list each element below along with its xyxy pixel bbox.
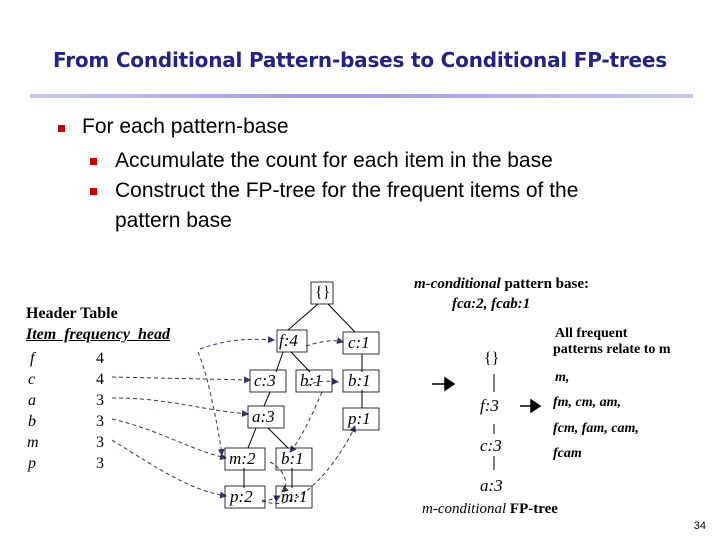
slide-title: From Conditional Pattern-bases to Conditional FP-trees [53, 48, 667, 72]
header-frequency: 3 [96, 455, 104, 472]
node-link-arrow [200, 339, 274, 349]
cond-pattern-base-title [414, 276, 589, 293]
header-frequency: 4 [96, 350, 104, 367]
cond-label-italic: m-conditional [414, 276, 501, 292]
tree-node-f: f:4 [279, 331, 298, 350]
cond-tree-root: {} [484, 350, 500, 367]
header-item: c [28, 371, 36, 388]
sub-bullet-1: Accumulate the count for each item in the base [115, 149, 553, 172]
tree-root: {} [315, 284, 331, 301]
sub-bullet-2-continued: pattern base [115, 209, 232, 232]
pattern-list-item: fm, cm, am, [553, 395, 622, 410]
node-link-arrow [112, 419, 226, 458]
tree-edge [288, 304, 318, 330]
node-link-arrow [112, 398, 248, 414]
tree-node-b: b:1 [281, 449, 304, 468]
tree-edge [328, 304, 355, 332]
tree-node-p: p:2 [230, 487, 253, 506]
header-item: a [28, 392, 36, 409]
cond-tree-node: a:3 [480, 476, 503, 495]
pattern-list-item: m, [555, 370, 570, 385]
tree-edge [264, 392, 270, 406]
right-arrow-icon [531, 400, 540, 412]
cond-label-rest: pattern base: [500, 276, 590, 292]
tree-node-m: m:2 [229, 449, 256, 468]
header-item: f [30, 350, 35, 367]
tree-edge [291, 352, 310, 372]
tree-node-c: c:1 [348, 333, 370, 352]
tree-node-b: b:1 [348, 371, 371, 390]
node-link-arrow [290, 392, 322, 452]
cond-tree-node: c:3 [480, 436, 502, 455]
tree-edge [248, 428, 256, 448]
node-link-arrow [306, 341, 343, 346]
tree-node-b: b:1 [300, 371, 323, 390]
tree-node-p: p:1 [348, 409, 371, 428]
right-arrow-icon [445, 378, 454, 390]
header-item: b [28, 413, 36, 430]
patterns-heading: All frequent [555, 326, 628, 341]
cond-tree-node: f:3 [480, 396, 499, 415]
bullet-main: For each pattern-base [82, 115, 289, 138]
cond-pattern-base-value: fca:2, fcab:1 [452, 296, 531, 312]
page-number: 34 [693, 520, 706, 532]
header-table-columns: Item frequency head [26, 326, 170, 343]
header-frequency: 4 [96, 371, 104, 388]
header-item: m [27, 434, 39, 451]
tree-node-a: a:3 [252, 407, 275, 426]
header-item: p [28, 455, 36, 472]
patterns-heading: patterns relate to m [553, 342, 671, 357]
tree-edge [276, 352, 283, 372]
header-table-title: Header Table [26, 305, 118, 322]
node-link-arrow [198, 352, 222, 455]
pattern-list-item: fcam [553, 446, 582, 461]
tree-node-c: c:3 [254, 371, 276, 390]
node-link-arrow [112, 440, 226, 496]
tree-node-m: m:1 [281, 487, 308, 506]
node-link-arrow [112, 377, 250, 380]
header-frequency: 3 [96, 413, 104, 430]
tree-edge [268, 428, 288, 448]
cond-fp-tree-label [422, 501, 558, 518]
cond-tree-label-italic: m-conditional [422, 501, 507, 517]
header-frequency: 3 [96, 392, 104, 409]
cond-tree-label-rest: FP-tree [506, 501, 558, 517]
pattern-list-item: fcm, fam, cam, [553, 421, 639, 436]
sub-bullet-2: Construct the FP-tree for the frequent items of the [115, 179, 579, 202]
header-frequency: 3 [96, 434, 104, 451]
